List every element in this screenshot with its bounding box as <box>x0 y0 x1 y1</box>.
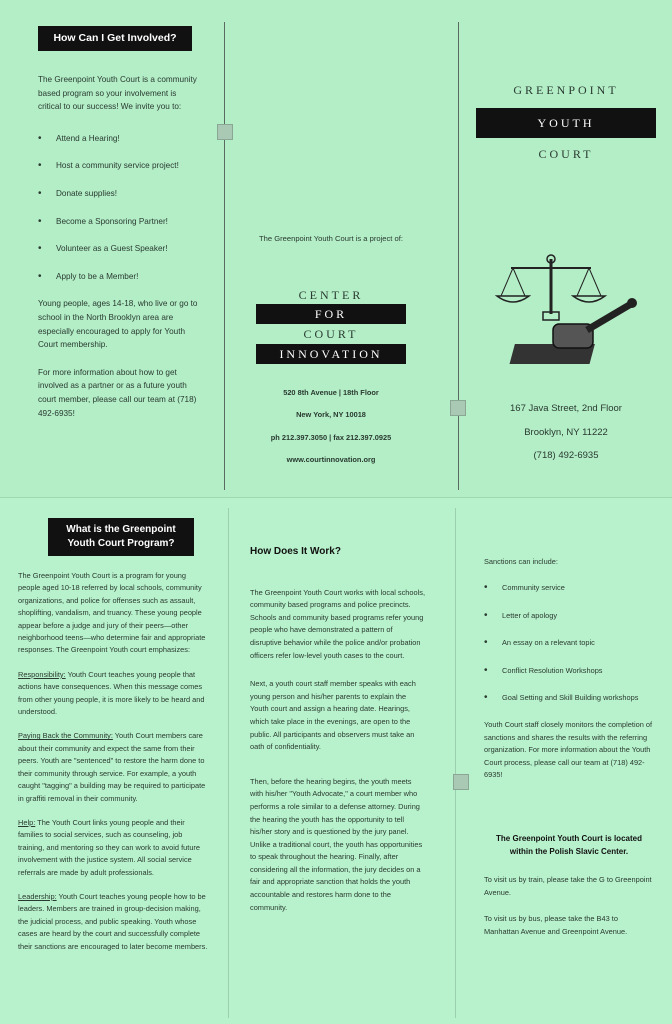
brochure-outside <box>0 0 672 498</box>
list-item: • Apply to be a Member! <box>38 270 198 284</box>
location-heading: The Greenpoint Youth Court is located within the Polish Slavic Center. <box>496 834 642 856</box>
cci-address1: 520 8th Avenue | 18th Floor <box>283 387 379 397</box>
cci-address2: New York, NY 10018 <box>296 410 366 420</box>
fold-line-right <box>455 508 456 1018</box>
leadership-label: Leadership: <box>18 891 57 901</box>
involved-panel <box>38 26 198 432</box>
cci-line-center: CENTER <box>298 287 364 302</box>
cover-title-court: COURT <box>538 147 594 161</box>
fold-line-right <box>458 22 459 490</box>
leadership-text: Youth Court teaches young people how to be leaders. Members are trained in group-decision making, the judicial process, and public speaking. Youth whose cases are heard by the court and successfully complete their sanctions are encouraged to later become members. <box>18 891 208 951</box>
sanctions-intro: Sanctions can include: <box>484 557 558 566</box>
tape-mark <box>217 124 233 140</box>
how-heading: How Does It Work? <box>250 546 341 557</box>
brochure-inside <box>0 498 672 1024</box>
tape-mark <box>450 400 466 416</box>
list-item: • Donate supplies! <box>38 187 198 201</box>
involved-heading: How Can I Get Involved? <box>38 26 192 51</box>
cci-web: www.courtinnovation.org <box>286 455 376 465</box>
program-intro: The Greenpoint Youth Court is a program for young people aged 10-18 referred by local schools, community organizations, and police for offenses such as assault, shoplifting, vandalism, and truancy. These young people appear before a judge and jury of their peers—other neighborhood teens—who determine fair and appropriate responses. The Greenpoint Youth court emphasizes: <box>18 571 206 655</box>
list-item: • Become a Sponsoring Partner! <box>38 215 198 229</box>
list-item: • Letter of apology <box>484 610 654 622</box>
how-paragraph-2: Next, a youth court staff member speaks with each young person and his/her parents to explain the Youth court and assign a hearing date. Hearings, which take place in the evenings, are open to the public. All participants and observers must take an oath of confidentiality. <box>250 679 416 752</box>
list-item: • Community service <box>484 582 654 594</box>
cover-title-youth: YOUTH <box>476 108 656 138</box>
project-of-text: The Greenpoint Youth Court is a project of: <box>259 234 403 243</box>
sanctions-monitor: Youth Court staff closely monitors the completion of sanctions and shares the results with the referring organization. For more information about the Youth Court process, please call our team at (718) 492-6935! <box>484 720 653 780</box>
help-text: The Youth Court links young people and their families to social services, such as counseling, job training, and mentoring so they can work to avoid future involvement with the justice system. All social service referrals are made by adult professionals. <box>18 817 200 877</box>
how-paragraph-1: The Greenpoint Youth Court works with local schools, community based programs and police precincts. Schools and community based programs refer young people who have demonstrated a pattern of disruptive behavior while the police and/or probation officers refer low-level youth cases to the court. <box>250 587 426 660</box>
list-item: • Attend a Hearing! <box>38 132 198 146</box>
how-paragraph-3: Then, before the hearing begins, the youth meets with his/her "Youth Advocate," a court member who performs a role similar to a defense attorney. During the hearing the youth has the opportunity to tell his/her story and is questioned by the jury panel. Unlike a traditional court, the youth has opportunities to speak throughout the hearing. Finally, after considering all the information, the jury decides on a fair and appropriate sanction that holds the youth accountable and restores harm done to the community. <box>250 776 423 912</box>
cci-line-for: FOR <box>256 304 406 324</box>
cover-street: 167 Java Street, 2nd Floor <box>510 403 622 414</box>
cci-line-court: COURT <box>303 326 359 341</box>
responsibility-text: Youth Court teaches young people that actions have consequences. When this message comes from other young people, it is more likely to be heard and understood. <box>18 669 205 717</box>
cover-phone: (718) 492-6935 <box>533 450 599 462</box>
program-panel <box>18 518 210 965</box>
tape-mark <box>453 774 469 790</box>
list-item: • Conflict Resolution Workshops <box>484 665 654 677</box>
involved-intro: The Greenpoint Youth Court is a community based program so your involvement is critical to our success! We invite you to: <box>38 75 197 112</box>
help-paragraph <box>18 817 210 879</box>
train-directions: To visit us by train, please take the G to Greenpoint Avenue. <box>484 875 652 897</box>
list-item: • Host a community service project! <box>38 159 198 173</box>
involved-list <box>38 132 198 284</box>
program-heading: What is the Greenpoint Youth Court Program? <box>48 518 194 556</box>
payback-label: Paying Back the Community: <box>18 731 113 741</box>
list-item: • An essay on a relevant topic <box>484 637 654 649</box>
list-item: • Goal Setting and Skill Building workshops <box>484 692 654 704</box>
scales-and-gavel-icon <box>476 254 656 374</box>
leadership-paragraph <box>18 891 210 953</box>
fold-line-left <box>228 508 229 1018</box>
list-item: • Volunteer as a Guest Speaker! <box>38 242 198 256</box>
young-people-text: Young people, ages 14-18, who live or go to school in the North Brooklyn area are especially encouraged to apply for Youth Court membership. <box>38 299 198 350</box>
cover-title-greenpoint: GREENPOINT <box>513 83 619 97</box>
more-info-text: For more information about how to get involved as a partner or as a future youth court member, please call our team at (718) 492-6935! <box>38 367 197 418</box>
bus-directions: To visit us by bus, please take the B43 to Manhattan Avenue and Greenpoint Avenue. <box>484 914 628 936</box>
cover-panel <box>476 80 656 463</box>
responsibility-label: Responsibility: <box>18 669 66 679</box>
payback-text: Youth Court members care about their community and expect the same from their peers. Youth are "sentenced" to restore the harm done to their community through service. For example, a youth caught "tagging" a building may be required to participate in graffiti removal in their community. <box>18 731 206 803</box>
fold-line-left <box>224 22 225 490</box>
responsibility-paragraph <box>18 669 210 719</box>
payback-paragraph <box>18 730 210 804</box>
sanctions-panel <box>484 556 654 950</box>
cci-logo <box>256 286 406 364</box>
cci-phone: ph 212.397.3050 | fax 212.397.0925 <box>270 432 392 442</box>
sanctions-list <box>484 582 654 704</box>
cover-city: Brooklyn, NY 11222 <box>524 426 608 438</box>
cci-line-innovation: INNOVATION <box>256 344 406 364</box>
how-panel <box>250 546 426 926</box>
center-panel <box>236 232 426 467</box>
help-label: Help: <box>18 817 36 827</box>
